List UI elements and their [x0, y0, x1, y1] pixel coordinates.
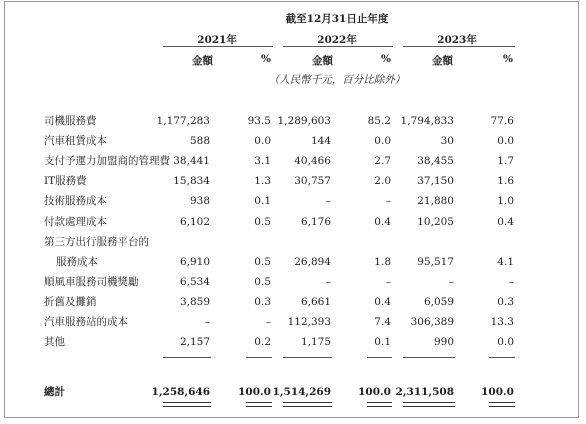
cell-2022-percent: 0.4	[374, 295, 391, 308]
total-2023-amount: 2,311,508	[395, 386, 454, 398]
total-double-rule-2021-percent	[246, 402, 272, 407]
period-title: 截至12月31日止年度	[285, 13, 389, 25]
cell-2021-percent: 0.5	[254, 275, 271, 288]
total-2021-percent: 100.0	[238, 386, 271, 398]
cell-2022-percent: 1.8	[374, 255, 391, 268]
cell-2023-amount: 38,455	[417, 155, 454, 168]
total-label: 總計	[44, 386, 65, 398]
cell-2023-percent: 4.1	[497, 255, 514, 268]
cell-2021-percent: 0.3	[254, 295, 271, 308]
cell-2022-amount: 112,393	[287, 316, 331, 328]
subtotal-rule-2022-percent	[367, 357, 392, 358]
cell-2023-percent: 0.0	[497, 135, 514, 148]
cell-2021-percent: 0.0	[254, 135, 271, 148]
table-row	[0, 233, 586, 251]
cell-2023-percent: 0.0	[497, 336, 514, 349]
cell-2023-amount: 990	[433, 336, 454, 349]
row-label: 司機服務費	[44, 115, 97, 127]
row-label: 折舊及攤銷	[44, 295, 97, 308]
total-2021-amount: 1,258,646	[151, 386, 210, 398]
table-row	[0, 132, 586, 150]
row-label: 第三方出行服務平台的	[44, 235, 149, 248]
cell-2022-amount: 1,289,603	[277, 115, 331, 127]
percent-header-2022: %	[381, 53, 391, 65]
total-double-rule-2023-percent	[489, 402, 515, 407]
row-label: 汽車服務站的成本	[44, 316, 128, 328]
cell-2022-amount: 6,661	[300, 295, 331, 308]
row-label: 順風車服務司機獎勵	[44, 275, 139, 288]
cell-2021-amount: 588	[189, 135, 210, 148]
total-double-rule-2021-amount	[163, 402, 211, 407]
total-2023-percent: 100.0	[481, 386, 514, 398]
cell-2023-percent: 1.6	[497, 175, 514, 188]
cell-2023-amount: 1,794,833	[400, 115, 454, 127]
cell-2022-amount: 144	[310, 135, 331, 148]
cell-2022-percent: –	[385, 195, 391, 208]
unit-note: （人民幣千元，百分比除外）	[268, 74, 406, 86]
row-label: 付款處理成本	[44, 215, 107, 228]
cell-2023-amount: 21,880	[417, 195, 454, 208]
cell-2021-amount: 1,177,283	[156, 115, 210, 127]
row-label: 服務成本	[56, 255, 98, 268]
cell-2022-percent: 0.4	[374, 215, 391, 228]
table-row	[0, 273, 586, 291]
cell-2022-amount: 6,176	[300, 215, 331, 228]
table-row	[0, 152, 586, 170]
cell-2021-percent: 0.5	[254, 215, 271, 228]
row-label: 技術服務成本	[44, 195, 107, 208]
year-2021-rule	[163, 46, 273, 47]
row-label: 其他	[44, 336, 65, 349]
subtotal-rule-2022-amount	[283, 357, 332, 358]
total-double-rule-2023-amount	[403, 402, 455, 407]
year-2023-label: 2023年	[437, 34, 477, 46]
table-row	[0, 293, 586, 311]
cell-2022-amount: 40,466	[294, 155, 331, 168]
cell-2023-amount: 30	[440, 135, 454, 148]
table-row	[0, 192, 586, 210]
cell-2023-percent: 77.6	[490, 115, 514, 127]
cell-2021-percent: 0.2	[254, 336, 271, 349]
cell-2022-percent: 2.0	[374, 175, 391, 188]
cell-2021-amount: 15,834	[173, 175, 210, 188]
row-label: 支付予運力加盟商的管理費	[44, 155, 170, 168]
total-double-rule-2022-percent	[367, 402, 392, 407]
cell-2023-percent: 1.7	[497, 155, 514, 168]
cell-2021-amount: 938	[189, 195, 210, 208]
cell-2022-percent: 0.1	[374, 336, 391, 349]
amount-header-2021: 金額	[192, 55, 213, 67]
subtotal-rule-2023-percent	[489, 357, 515, 358]
table-row	[0, 112, 586, 130]
cell-2023-amount: 95,517	[417, 255, 454, 268]
cell-2021-percent: 93.5	[247, 115, 271, 127]
cell-2021-amount: 3,859	[179, 295, 210, 308]
year-2022-label: 2022年	[317, 34, 357, 46]
cell-2022-percent: –	[385, 275, 391, 288]
cell-2021-amount: 2,157	[179, 336, 210, 349]
cell-2022-percent: 85.2	[367, 115, 391, 127]
cell-2022-percent: 7.4	[374, 316, 391, 328]
subtotal-rule-2023-amount	[403, 357, 455, 358]
cell-2022-percent: 2.7	[374, 155, 391, 168]
year-2022-rule	[283, 46, 393, 47]
cell-2023-amount: 37,150	[417, 175, 454, 188]
table-row	[0, 253, 586, 271]
cell-2023-amount: 10,205	[417, 215, 454, 228]
cell-2023-percent: 13.3	[490, 316, 514, 328]
cell-2021-amount: 6,102	[179, 215, 210, 228]
total-2022-percent: 100.0	[358, 386, 391, 398]
total-2022-amount: 1,514,269	[272, 386, 331, 398]
cell-2023-percent: 1.0	[497, 195, 514, 208]
cell-2021-amount: 6,910	[179, 255, 210, 268]
table-row	[0, 333, 586, 351]
cell-2021-percent: 3.1	[254, 155, 271, 168]
table-row	[0, 213, 586, 231]
cell-2021-amount: 6,534	[179, 275, 210, 288]
cell-2021-percent: 1.3	[254, 175, 271, 188]
cell-2022-percent: 0.0	[374, 135, 391, 148]
cell-2021-percent: –	[265, 316, 271, 328]
cell-2023-percent: –	[508, 275, 514, 288]
cell-2021-amount: –	[204, 316, 210, 328]
cell-2021-percent: 0.1	[254, 195, 271, 208]
amount-header-2023: 金額	[432, 55, 453, 67]
amount-header-2022: 金額	[312, 55, 333, 67]
year-2021-label: 2021年	[197, 34, 237, 46]
total-row	[0, 383, 586, 401]
cell-2021-percent: 0.5	[254, 255, 271, 268]
cell-2022-amount: 1,175	[300, 336, 331, 349]
subtotal-rule-2021-amount	[163, 357, 211, 358]
cell-2022-amount: 30,757	[294, 175, 331, 188]
percent-header-2021: %	[261, 53, 271, 65]
cell-2023-amount: 6,059	[423, 295, 454, 308]
year-2023-rule	[403, 46, 515, 47]
cell-2023-amount: –	[448, 275, 454, 288]
row-label: 汽車租賃成本	[44, 135, 107, 148]
cell-2023-amount: 306,389	[410, 316, 454, 328]
total-double-rule-2022-amount	[283, 402, 332, 407]
cell-2022-amount: –	[325, 195, 331, 208]
cell-2021-amount: 38,441	[173, 155, 210, 168]
cell-2022-amount: 26,894	[294, 255, 331, 268]
row-label: IT服務費	[44, 175, 87, 188]
table-row	[0, 172, 586, 190]
cell-2023-percent: 0.4	[497, 215, 514, 228]
subtotal-rule-2021-percent	[246, 357, 272, 358]
table-row	[0, 313, 586, 331]
percent-header-2023: %	[503, 53, 513, 65]
cell-2023-percent: 0.3	[497, 295, 514, 308]
cell-2022-amount: –	[325, 275, 331, 288]
